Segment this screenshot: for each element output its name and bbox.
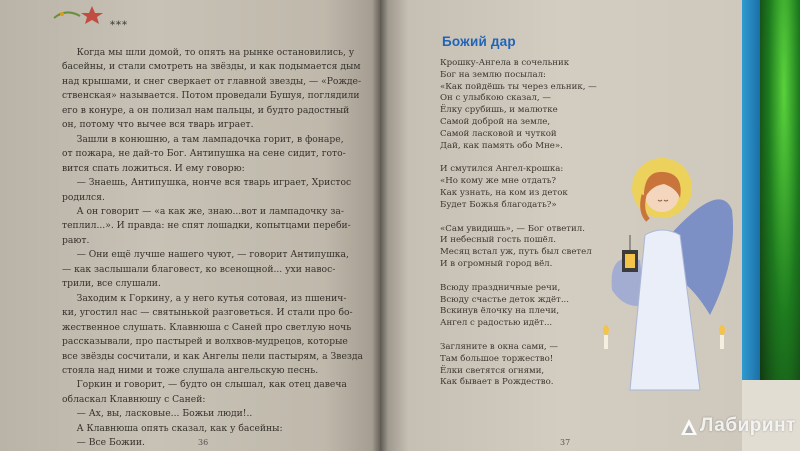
text-line: родился. bbox=[62, 191, 105, 203]
text-line: все звёзды сосчитали, и как Ангелы пели пастырям, а Звезда bbox=[62, 350, 364, 362]
text-line: — Все Божии. bbox=[62, 437, 145, 449]
text-line: басейны, и стали смотреть на звёзды, и как подымается дым bbox=[62, 61, 361, 73]
poem-line: Месяц встал уж, путь был светел bbox=[440, 247, 592, 258]
text-line: от пожара, не дай-то Бог. Антипушка на сене сидит, гото- bbox=[62, 148, 346, 160]
text-line: А Клавнюша опять сказал, как у басейны: bbox=[62, 422, 283, 434]
left-page bbox=[0, 0, 382, 451]
poem-line: Самой ласковой и чуткой bbox=[440, 128, 557, 139]
poem-line: Ангел с радостью идёт... bbox=[440, 318, 553, 329]
text-line: Когда мы шли домой, то опять на рынке остановились, у bbox=[62, 47, 355, 58]
text-line: жественное слушать. Клавнюша с Саней про светлую ночь bbox=[62, 321, 352, 333]
poem-title: Божий дар bbox=[442, 34, 516, 49]
poem-stanza bbox=[440, 342, 597, 389]
poem-stanza bbox=[440, 164, 597, 211]
poem-line: «Сам увидишь», — Бог ответил. bbox=[440, 223, 585, 234]
watermark-text: Лабиринт bbox=[700, 415, 796, 436]
poem-line: Бог на землю посылал: bbox=[440, 69, 546, 80]
poem-line: Ёлку срубишь, и малютке bbox=[440, 105, 558, 116]
text-line: он, потому что вычее вся тварь играет. bbox=[62, 119, 254, 131]
text-line: Горкин и говорит, — будто он слышал, как отец давеча bbox=[62, 379, 347, 391]
book-gutter bbox=[372, 0, 388, 451]
poem-line: «Но кому же мне отдать? bbox=[440, 176, 557, 187]
poem-line: Вскинув ёлочку на плечи, bbox=[440, 306, 560, 317]
text-line: Заходим к Горкину, а у него кутья сотовая, из пшенич- bbox=[62, 292, 347, 304]
text-line: ки, угостил нас — святынькой разговеться. И стали про бо- bbox=[62, 307, 353, 319]
text-line: Зашли в конюшню, а там лампадочка горит, в фонаре, bbox=[62, 133, 344, 145]
text-line: — Знаешь, Антипушка, нонче вся тварь играет, Христос bbox=[62, 177, 352, 189]
poem-line: И небесный гость пошёл. bbox=[440, 235, 556, 246]
poem-stanza bbox=[440, 58, 597, 152]
poem-body bbox=[440, 58, 597, 401]
text-line: рают. bbox=[62, 234, 90, 246]
text-line: обласкал Клавнюшу с Саней: bbox=[62, 393, 206, 405]
text-line: его в конуре, а он полизал нам пальцы, и будто радостный bbox=[62, 104, 350, 116]
text-line: стояла над ними и тоже слушала ангельскую песнь. bbox=[62, 364, 319, 376]
poem-stanza bbox=[440, 224, 597, 271]
poem-line: И в огромный город вёл. bbox=[440, 258, 553, 269]
text-line: А он говорит — «а как же, знаю...вот и лампадочку за- bbox=[62, 205, 344, 217]
text-line: трили, все слушали. bbox=[62, 278, 161, 290]
poem-line: Самой доброй на земле, bbox=[440, 116, 551, 127]
section-separator: *** bbox=[110, 20, 128, 31]
christmas-star-ornament bbox=[52, 4, 112, 26]
text-line: ственская» называется. Потом проведали Бушуя, поглядили bbox=[62, 90, 360, 102]
poem-stanza bbox=[440, 283, 597, 330]
poem-line: Всюду праздничные речи, bbox=[440, 282, 561, 293]
poem-line: Будет Божья благодать?» bbox=[440, 199, 557, 210]
poem-line: Крошку-Ангела в сочельник bbox=[440, 58, 570, 68]
text-line: рассказывали, про пастырей и волхвов-мудрецов, которые bbox=[62, 336, 348, 348]
poem-line: Там большое торжество! bbox=[440, 353, 554, 364]
text-line: вится спать ложиться. И ему говорю: bbox=[62, 162, 245, 174]
poem-line: Дай, как память обо Мне». bbox=[440, 140, 563, 151]
text-line: — Они ещё лучше нашего чуют, — говорит Антипушка, bbox=[62, 249, 349, 261]
text-line: над крышами, и снег сверкает от главной звезды, — «Рожде- bbox=[62, 75, 362, 87]
poem-line: Он с улыбкою сказал, — bbox=[440, 93, 551, 104]
text-line: — как заслышали благовест, ко всенощной... ухи навос- bbox=[62, 263, 336, 275]
left-page-text bbox=[62, 46, 376, 451]
poem-line: «Как пойдёшь ты через ельник, — bbox=[440, 81, 597, 92]
page-number-right: 37 bbox=[560, 438, 571, 447]
text-line: теплил...». И правда: не спят лошадки, копытцами переби- bbox=[62, 220, 351, 232]
text-line: — Ах, вы, ласковые... Божьи люди!.. bbox=[62, 408, 253, 420]
poem-line: Ёлки светятся огнями, bbox=[440, 365, 545, 376]
angel-illustration bbox=[600, 140, 740, 400]
poem-line: Загляните в окна сами, — bbox=[440, 341, 558, 352]
poem-line: Всюду счастье деток ждёт... bbox=[440, 294, 570, 305]
poem-line: Как бывает в Рождество. bbox=[440, 377, 554, 388]
poem-line: Как узнать, на ком из деток bbox=[440, 187, 568, 198]
labirint-logo-icon bbox=[680, 418, 698, 436]
page-number-left: 36 bbox=[198, 438, 209, 447]
poem-line: И смутился Ангел-крошка: bbox=[440, 164, 564, 175]
